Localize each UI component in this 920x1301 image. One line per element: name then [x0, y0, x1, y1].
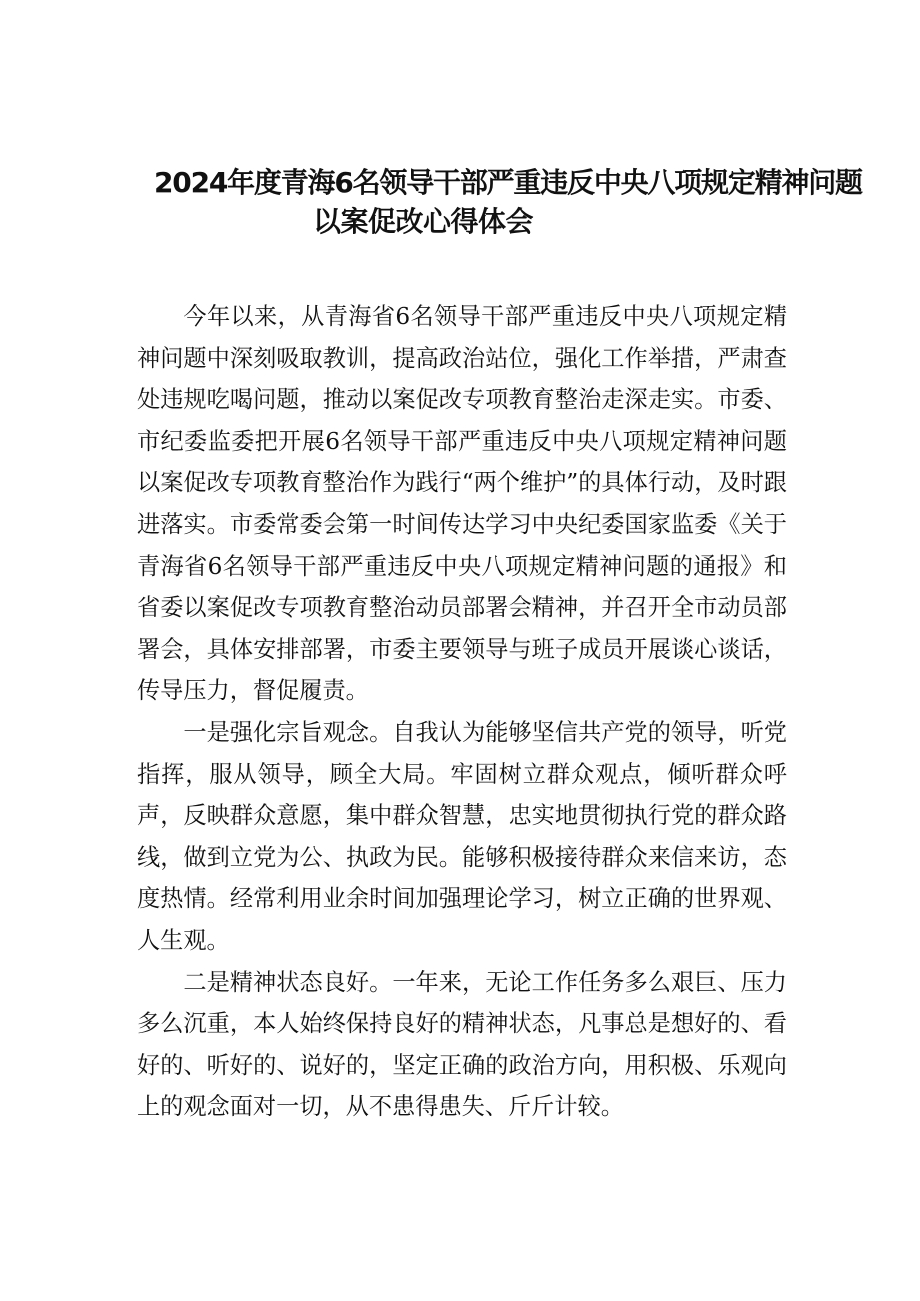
paragraph-point-two: 二是精神状态良好。一年来，无论工作任务多么艰巨、压力多么沉重，本人始终保持良好的精神状态，凡事总是想好的、看好的、听好的、说好的，坚定正确的政治方向，用积极、乐观向上的观念面对一切，从不患得患失、斤斤计较。 [137, 968, 787, 1121]
paragraph-point-one: 一是强化宗旨观念。自我认为能够坚信共产党的领导，听党指挥，服从领导，顾全大局。牢固树立群众观点，倾听群众呼声，反映群众意愿，集中群众智慧，忠实地贯彻执行党的群众路线，做到立党为公、执政为民。能够积极接待群众来信来访，态度热情。经常利用业余时间加强理论学习，树立正确的世界观、人生观。 [137, 718, 787, 954]
document-title-line-1: 2024年度青海6名领导干部严重违反中央八项规定精神问题 [154, 166, 862, 199]
document-title-line-2: 以案促改心得体会 [313, 205, 534, 238]
document-body [137, 296, 787, 1128]
paragraph-intro: 今年以来，从青海省6名领导干部严重违反中央八项规定精神问题中深刻吸取教训，提高政治站位，强化工作举措，严肃查处违规吃喝问题，推动以案促改专项教育整治走深走实。市委、市纪委监委把开展6名领导干部严重违反中央八项规定精神问题以案促改专项教育整治作为践行“两个维护”的具体行动，及时跟进落实。市委常委会第一时间传达学习中央纪委国家监委《关于青海省6名领导干部严重违反中央八项规定精神问题的通报》和省委以案促改专项教育整治动员部署会精神，并召开全市动员部署会，具体安排部署，市委主要领导与班子成员开展谈心谈话，传导压力，督促履责。 [137, 303, 787, 705]
